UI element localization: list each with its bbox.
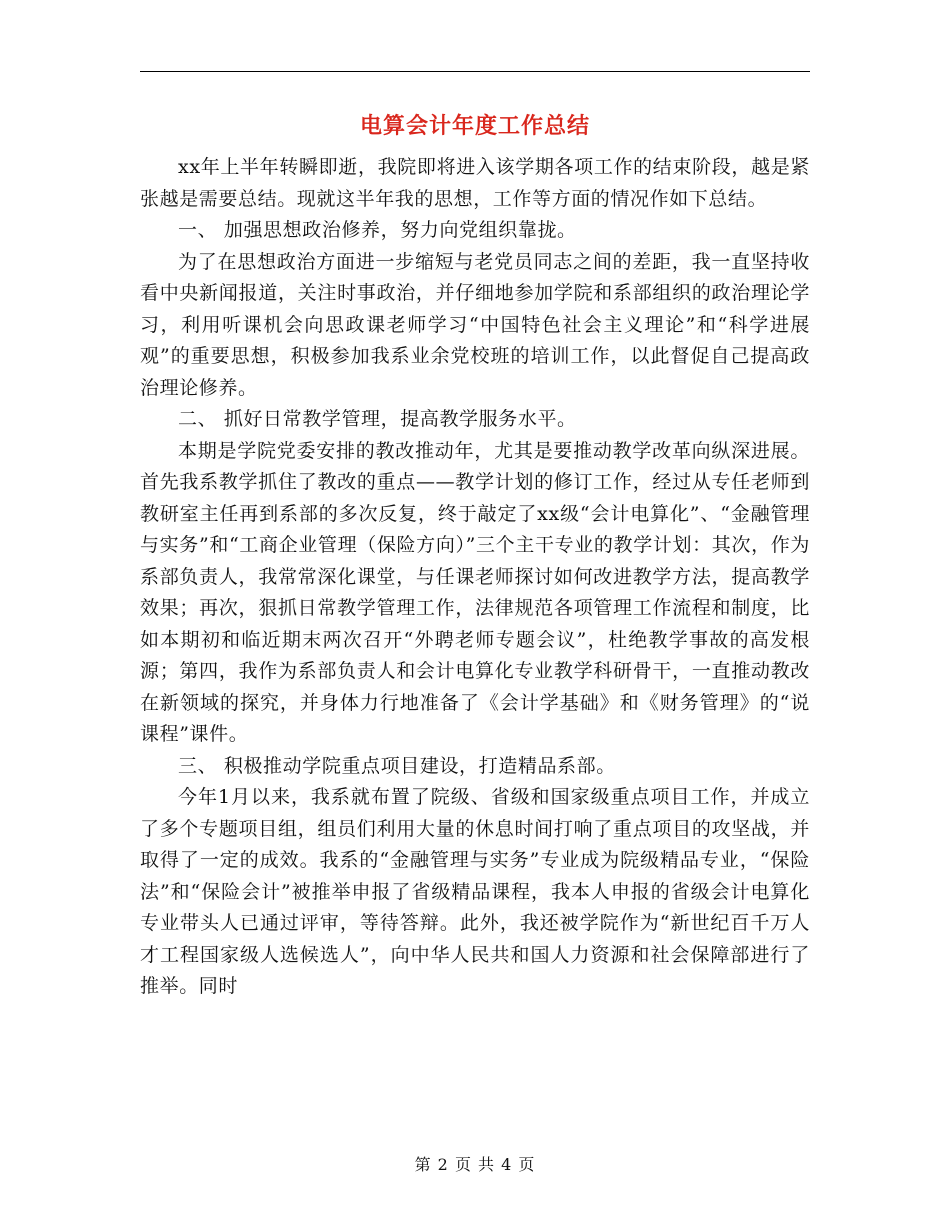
section-heading-2: 二、 抓好日常教学管理，提高教学服务水平。: [178, 408, 577, 430]
section-heading-3: 三、 积极推动学院重点项目建设，打造精品系部。: [178, 754, 616, 777]
paragraph-section-2: 本期是学院党委安排的教改推动年，尤其是要推动教学改革向纵深进展。首先我系教学抓住了教改的重点——教学计划的修订工作，经过从专任老师到教研室主任再到系部的多次反复，终于敲定了xx级“会计电算化”、“金融管理与实务”和“工商企业管理（保险方向）”三个主干专业的教学计划：其次，作为系部负责人，我常常深化课堂，与任课老师探讨如何改进教学方法，提高教学效果；再次，狠抓日常教学管理工作，法律规范各项管理工作流程和制度，比如本期初和临近期末两次召开“外聘老师专题会议”，杜绝教学事故的高发根源；第四，我作为系部负责人和会计电算化专业教学科研骨干，一直推动教改在新领域的探究，并身体力行地准备了《会计学基础》和《财务管理》的“说课程”课件。: [140, 439, 810, 745]
section-heading-1: 一、 加强思想政治修养，努力向党组织靠拢。: [178, 219, 577, 241]
paragraph-section-1: 为了在思想政治方面进一步缩短与老党员同志之间的差距，我一直坚持收看中央新闻报道，关注时事政治，并仔细地参加学院和系部组织的政治理论学习，利用听课机会向思政课老师学习“中国特色社会主义理论”和“科学进展观”的重要思想，积极参加我系业余党校班的培训工作，以此督促自己提高政治理论修养。: [140, 250, 810, 399]
header-rule: [140, 71, 810, 72]
paragraph-section-3: 今年1月以来，我系就布置了院级、省级和国家级重点项目工作，并成立了多个专题项目组，组员们利用大量的休息时间打响了重点项目的攻坚战，并取得了一定的成效。我系的“金融管理与实务”专业成为院级精品专业，“保险法”和“保险会计”被推举申报了省级精品课程，我本人申报的省级会计电算化专业带头人已通过评审，等待答辩。此外，我还被学院作为“新世纪百千万人才工程国家级人选候选人”，向中华人民共和国人力资源和社会保障部进行了推举。同时: [140, 786, 810, 997]
page-footer: [0, 1152, 950, 1175]
paragraph-intro: xx年上半年转瞬即逝，我院即将进入该学期各项工作的结束阶段，越是紧张越是需要总结。现就这半年我的思想，工作等方面的情况作如下总结。: [140, 156, 810, 210]
document-body: [140, 152, 810, 1003]
document-title: 电算会计年度工作总结: [359, 113, 590, 139]
page-number-label: 第 2 页 共 4 页: [414, 1155, 536, 1174]
